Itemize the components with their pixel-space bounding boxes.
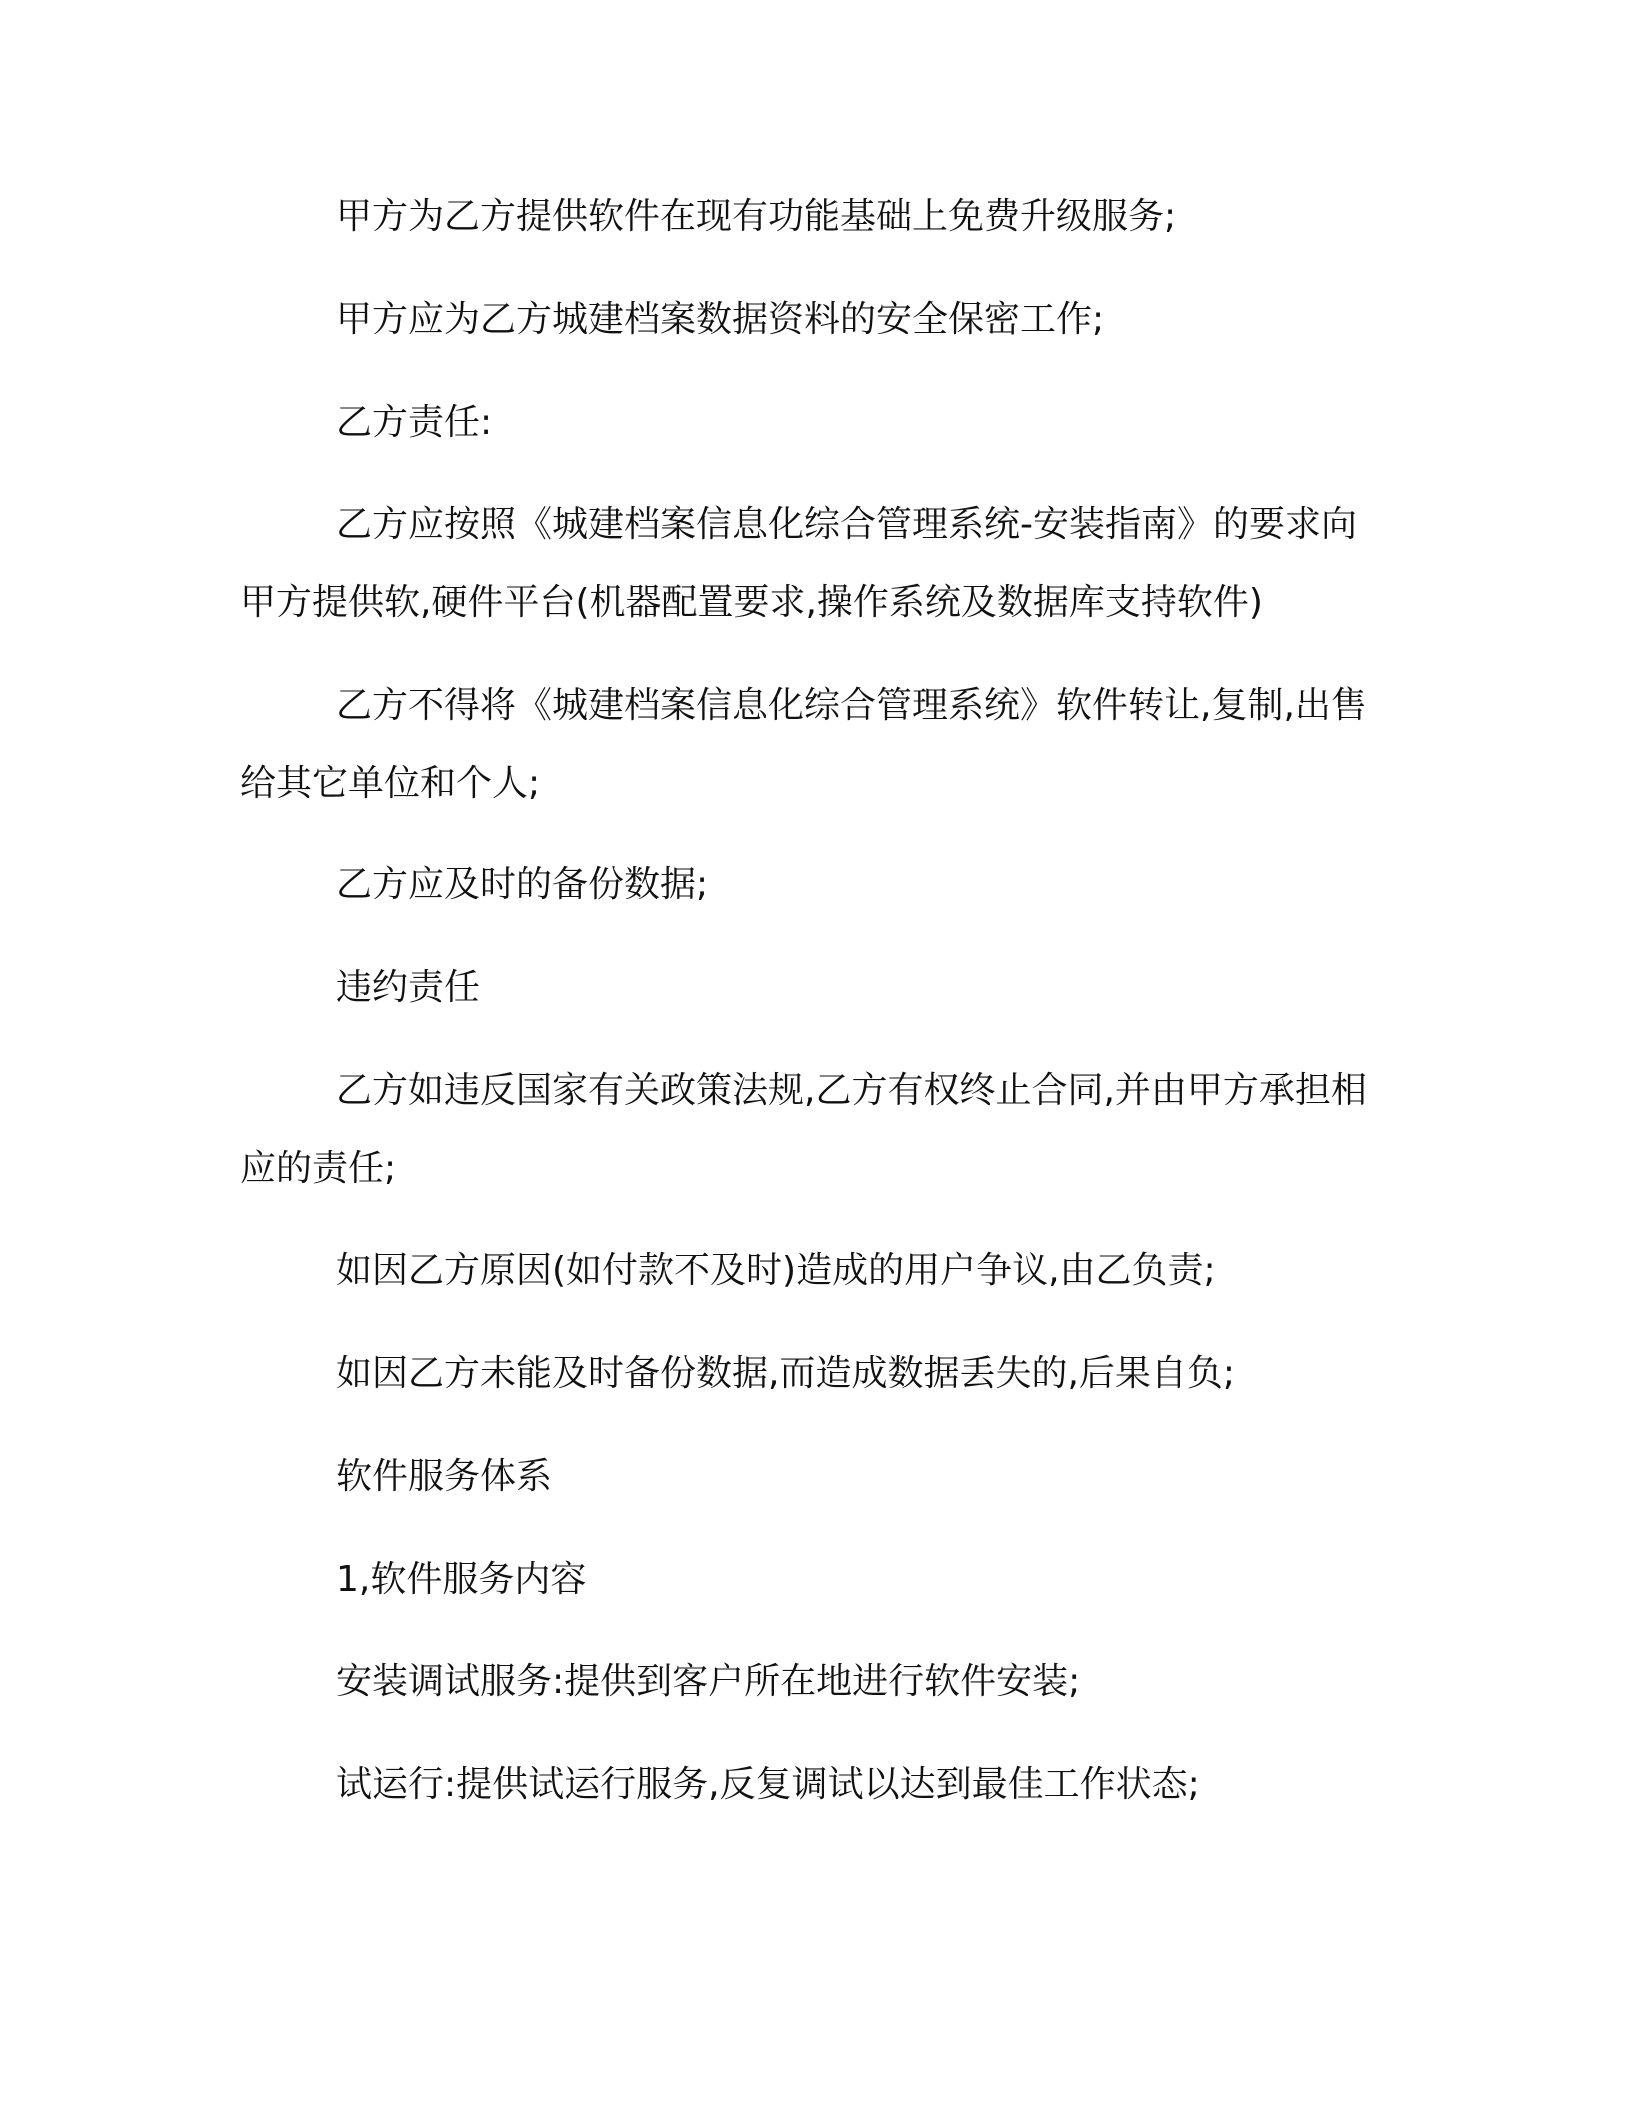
paragraph-1: 甲方为乙方提供软件在现有功能基础上免费升级服务; (336, 196, 1177, 237)
paragraph-5: 乙方不得将《城建档案信息化综合管理系统》软件转让,复制,出售给其它单位和个人; (240, 685, 1367, 804)
paragraph-6: 乙方应及时的备份数据; (336, 864, 709, 905)
paragraph-3: 乙方责任: (336, 402, 493, 443)
paragraph-14: 试运行:提供试运行服务,反复调试以达到最佳工作状态; (336, 1764, 1200, 1805)
paragraph-7: 违约责任 (336, 967, 481, 1008)
paragraph-10: 如因乙方未能及时备份数据,而造成数据丢失的,后果自负; (336, 1353, 1236, 1394)
paragraph-9: 如因乙方原因(如付款不及时)造成的用户争议,由乙负责; (336, 1250, 1216, 1291)
paragraph-12: 1,软件服务内容 (336, 1559, 587, 1600)
paragraph-8: 乙方如违反国家有关政策法规,乙方有权终止合同,并由甲方承担相应的责任; (240, 1070, 1367, 1189)
paragraph-13: 安装调试服务:提供到客户所在地进行软件安装; (336, 1661, 1081, 1702)
paragraph-4: 乙方应按照《城建档案信息化综合管理系统-安装指南》的要求向甲方提供软,硬件平台(机器配置要求,操作系统及数据库支持软件) (240, 504, 1357, 623)
paragraph-2: 甲方应为乙方城建档案数据资料的安全保密工作; (336, 299, 1105, 340)
paragraph-11: 软件服务体系 (336, 1456, 553, 1497)
